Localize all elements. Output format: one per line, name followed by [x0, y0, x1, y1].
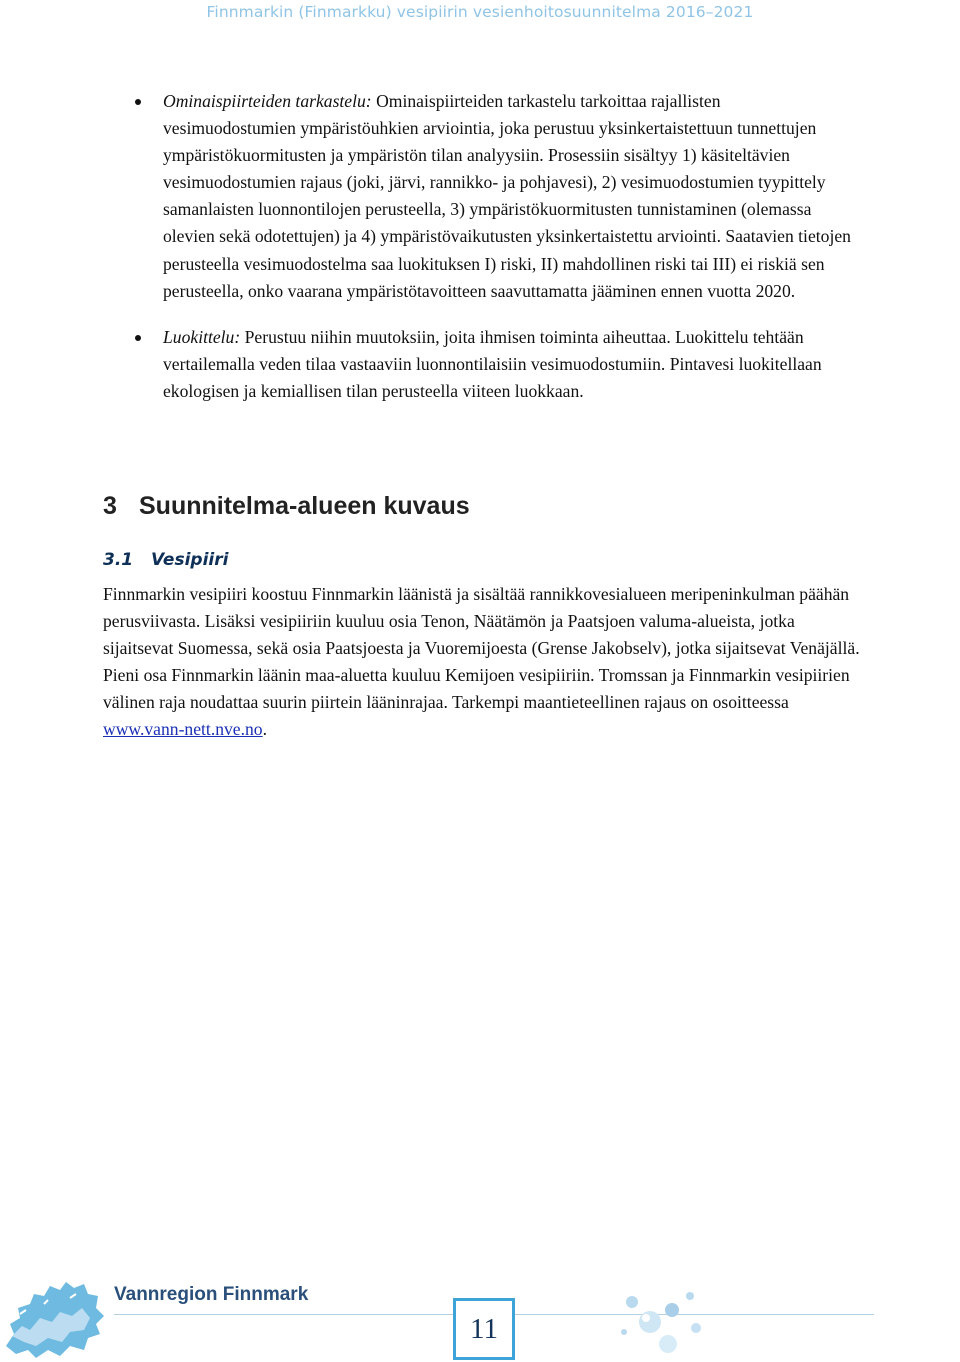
definition-text: Ominaispiirteiden tarkastelu tarkoittaa rajallisten vesimuodostumien ympäristöuhkien arviointia, joka perustuu yksinkertaistettuun tunnettujen ympäristökuormitusten ja ympäristön tilan analyysiin. Prosessiin sisältyy 1) käsiteltävien vesimuodostumien rajaus (joki, järvi, rannikko- ja pohjavesi), 2) vesimuodostumien tyypittely samanlaisten luonnontilojen perusteella, 3) ympäristökuormitusten tunnistaminen (olemassa olevien sekä odotettujen) ja 4) ympäristövaikutusten yksinkertaistettu arviointi. Saatavien tietojen perusteella vesimuodostelma saa luokituksen I) riski, II) mahdollinen riski tai III) ei riskiä sen perusteella, onko vaarana ympäristötavoitteen saavuttamatta jääminen ennen vuotta 2020. [163, 91, 851, 301]
definition-list [133, 88, 853, 424]
brand-name: Vannregion Finnmark [114, 1284, 309, 1305]
definition-text: Perustuu niihin muutoksiin, joita ihmisen toiminta aiheuttaa. Luokittelu tehtään vertailemalla veden tilaa vastaaviin luonnontilaisiin vesimuodostumiin. Pintavesi luokitellaan ekologisen ja kemiallisen tilan perusteella viiteen luokkaan. [163, 326, 822, 401]
list-item [133, 88, 853, 305]
water-bubbles-icon [610, 1282, 720, 1362]
body-text: Finnmarkin vesipiiri koostuu Finnmarkin läänistä ja sisältää rannikkovesialueen meripeninkulman päähän perusviivasta. Lisäksi vesipiiriin kuuluu osia Tenon, Näätämön ja Paatsjoen valuma-alueista, jotka sijaitsevat Suomessa, sekä osia Paatsjoesta ja Vuoremijoesta (Grense Jakobselv), jotka sijaitsevat Venäjällä. Pieni osa Finnmarkin läänin maa-aluetta kuuluu Kemijoen vesipiiriin. Tromssan ja Finnmarkin vesipiirien välinen raja noudattaa suurin piirtein lääninrajaa. Tarkempi maantieteellinen rajaus on osoitteessa [103, 584, 860, 713]
section-title: Suunnitelma-alueen kuvaus [139, 492, 470, 520]
subsection-number: 3.1 [103, 550, 134, 570]
body-trailing: . [262, 719, 268, 740]
document-header: Finnmarkin (Finmarkku) vesipiirin vesienhoitosuunnitelma 2016–2021 [206, 3, 754, 21]
page-number: 11 [453, 1298, 515, 1360]
definition-term: Ominaispiirteiden tarkastelu: [163, 91, 372, 111]
body-paragraph [103, 581, 863, 744]
section-heading [103, 492, 470, 521]
section-number: 3 [103, 492, 117, 520]
subsection-heading [103, 550, 228, 570]
bullet-icon [135, 99, 141, 105]
bullet-icon [135, 335, 141, 341]
vann-nett-link[interactable]: www.vann-nett.nve.no [103, 719, 263, 740]
subsection-title: Vesipiiri [151, 550, 229, 570]
page-footer [0, 1262, 960, 1361]
list-item [133, 324, 853, 405]
finnmark-map-icon [0, 1274, 110, 1360]
definition-term: Luokittelu: [163, 326, 241, 347]
